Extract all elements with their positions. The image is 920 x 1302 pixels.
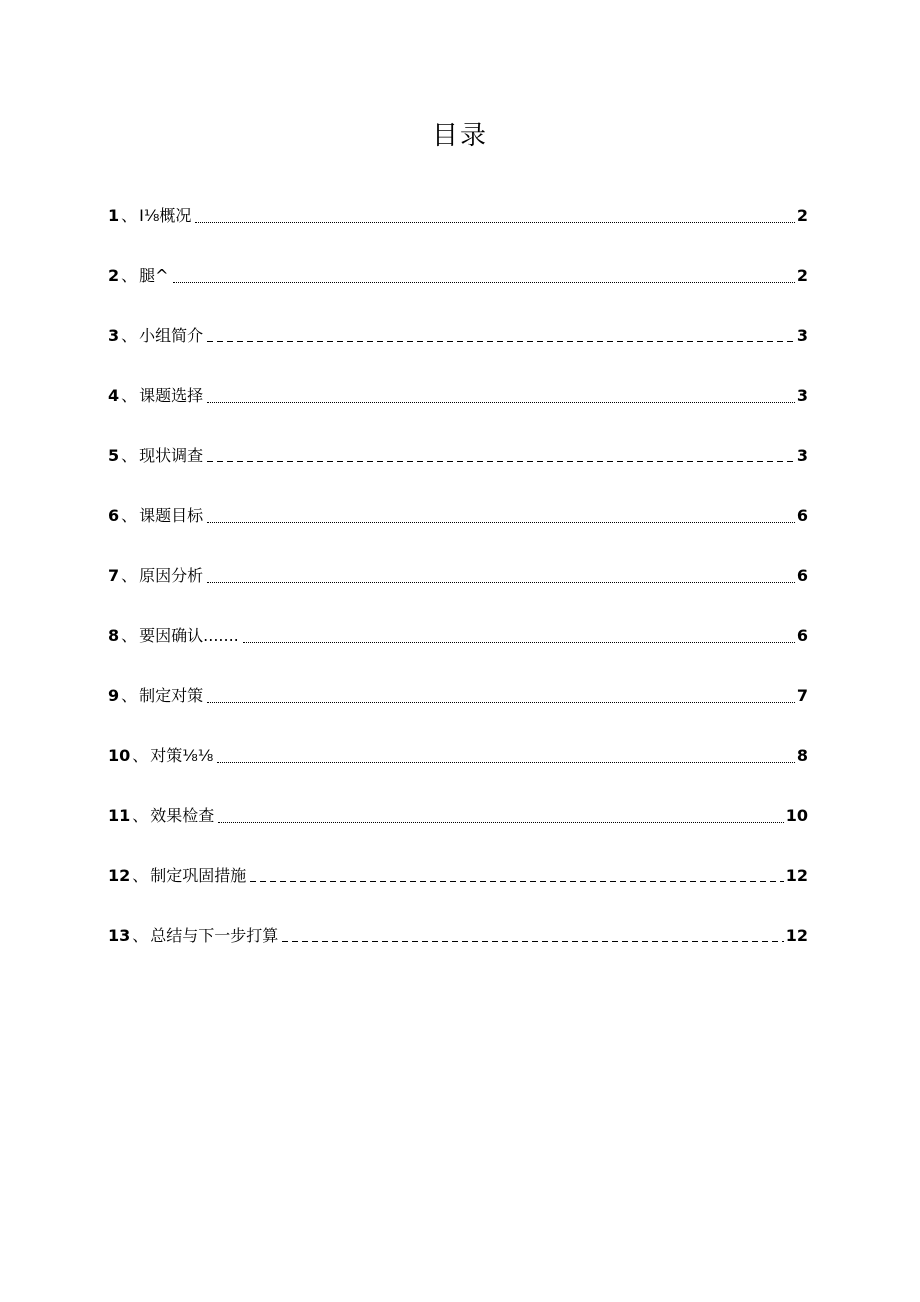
toc-entry-number: 10 (108, 746, 131, 765)
toc-entry-separator: 、 (132, 866, 149, 885)
toc-entry-page: 12 (785, 926, 808, 945)
toc-entry-separator: 、 (132, 746, 149, 765)
toc-entry-page: 3 (796, 446, 808, 465)
toc-entry-leader (217, 760, 795, 763)
toc-entry-label: 现状调查 (139, 446, 204, 465)
toc-entry-label: 对策⅛⅛ (150, 746, 214, 765)
toc-entry-separator: 、 (121, 626, 138, 645)
toc-entry-label: 原因分析 (139, 566, 204, 585)
toc-entry-page: 3 (796, 386, 808, 405)
toc-entry-page: 10 (785, 806, 808, 825)
toc-entry-separator: 、 (132, 926, 149, 945)
toc-entry-separator: 、 (132, 806, 149, 825)
toc-entry[interactable] (108, 726, 808, 786)
toc-entry-leader (173, 280, 795, 283)
toc-entry-page: 2 (796, 206, 808, 225)
toc-entry[interactable] (108, 366, 808, 426)
toc-entry[interactable] (108, 186, 808, 246)
toc-entry-label: I⅛概况 (139, 206, 192, 225)
toc-entry-number: 11 (108, 806, 131, 825)
toc-entry-separator: 、 (121, 206, 138, 225)
toc-entry-leader (243, 640, 795, 643)
toc-entry-separator: 、 (121, 446, 138, 465)
toc-entry-leader (207, 580, 795, 583)
toc-entry-label: 课题目标 (139, 506, 204, 525)
toc-entry-page: 12 (785, 866, 808, 885)
toc-entry-page: 6 (796, 626, 808, 645)
toc-entry-separator: 、 (121, 506, 138, 525)
toc-entry-leader (207, 341, 795, 342)
toc-entry-page: 6 (796, 566, 808, 585)
toc-entry-leader (195, 220, 794, 223)
toc-entry-number: 8 (108, 626, 120, 645)
toc-entry[interactable] (108, 786, 808, 846)
toc-entry-label: 效果检查 (150, 806, 215, 825)
toc-entry-separator: 、 (121, 566, 138, 585)
toc-entry[interactable] (108, 546, 808, 606)
toc-entry-number: 1 (108, 206, 120, 225)
toc-entry[interactable] (108, 426, 808, 486)
toc-entry-separator: 、 (121, 686, 138, 705)
toc-entry-page: 2 (796, 266, 808, 285)
toc-entry-number: 9 (108, 686, 120, 705)
toc-entry-leader (207, 461, 795, 462)
toc-entry-label: 课题选择 (139, 386, 204, 405)
toc-entry-page: 7 (796, 686, 808, 705)
toc-entry-page: 3 (796, 326, 808, 345)
toc-entry-page: 8 (796, 746, 808, 765)
toc-entry[interactable] (108, 486, 808, 546)
toc-entry-number: 3 (108, 326, 120, 345)
toc-entry-number: 6 (108, 506, 120, 525)
toc-entry-label: 小组简介 (139, 326, 204, 345)
toc-entry[interactable] (108, 846, 808, 906)
toc-entry-number: 7 (108, 566, 120, 585)
toc-entry-label: 腿^ (139, 266, 169, 285)
toc-entry-separator: 、 (121, 386, 138, 405)
toc-entry-number: 5 (108, 446, 120, 465)
toc-title: 目录 (431, 121, 488, 151)
toc-entry-separator: 、 (121, 266, 138, 285)
toc-entry[interactable] (108, 666, 808, 726)
toc-entry-label: 要因确认....... (139, 626, 239, 645)
toc-entry-leader (218, 820, 783, 823)
toc-entry-number: 2 (108, 266, 120, 285)
toc-entry[interactable] (108, 246, 808, 306)
toc-entry-separator: 、 (121, 326, 138, 345)
toc-entry-label: 制定对策 (139, 686, 204, 705)
toc-entry-leader (282, 941, 783, 942)
toc-entry-leader (207, 520, 795, 523)
toc-entry[interactable] (108, 306, 808, 366)
toc-entry[interactable] (108, 906, 808, 966)
toc-entry-label: 制定巩固措施 (150, 866, 247, 885)
toc-list (108, 186, 808, 966)
toc-entry-leader (250, 881, 783, 882)
toc-entry-number: 4 (108, 386, 120, 405)
toc-entry[interactable] (108, 606, 808, 666)
toc-entry-page: 6 (796, 506, 808, 525)
toc-entry-leader (207, 700, 795, 703)
toc-entry-number: 13 (108, 926, 131, 945)
toc-entry-number: 12 (108, 866, 131, 885)
toc-entry-label: 总结与下一步打算 (150, 926, 279, 945)
toc-entry-leader (207, 400, 795, 403)
